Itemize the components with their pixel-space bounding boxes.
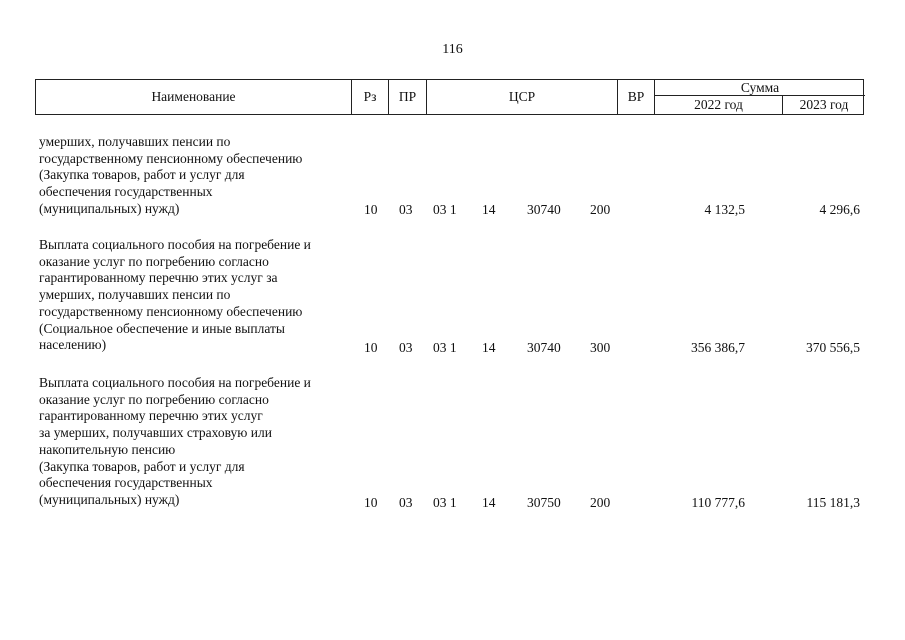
row-rz: 10 [364, 340, 378, 355]
row-csr-code: 30750 [527, 495, 561, 510]
row-csr-sub: 14 [482, 340, 496, 355]
page-number: 116 [442, 42, 463, 57]
row-rz: 10 [364, 202, 378, 217]
header-name: Наименование [36, 80, 352, 114]
row-csr-program: 03 1 [433, 340, 457, 355]
row-description: Выплата социального пособия на погребение и оказание услуг по погребению согласно гарантированному перечню этих услуг за умерших, получавших пенсии по государственному пенсионному обеспечению (Социальное обеспечение и иные выплаты населению) [39, 237, 311, 353]
row-csr-code: 30740 [527, 202, 561, 217]
row-sum-2022: 356 386,7 [691, 340, 745, 355]
header-year-2022: 2022 год [655, 96, 783, 114]
header-sum: Сумма [655, 80, 865, 96]
row-vr: 300 [590, 340, 611, 355]
row-sum-2023: 4 296,6 [819, 202, 860, 217]
row-description: умерших, получавших пенсии по государственному пенсионному обеспечению (Закупка товаров, работ и услуг для обеспечения государственных (муниципальных) нужд) [39, 134, 303, 216]
header-sum-group [655, 80, 865, 114]
row-csr-program: 03 1 [433, 495, 457, 510]
table-header [35, 79, 864, 115]
header-csr: ЦСР [427, 80, 618, 114]
row-csr-sub: 14 [482, 202, 496, 217]
row-sum-2022: 4 132,5 [704, 202, 745, 217]
header-pr: ПР [389, 80, 427, 114]
row-description: Выплата социального пособия на погребение и оказание услуг по погребению согласно гарантированному перечню этих услуг за умерших, получавших страховую или накопительную пенсию (Закупка товаров, работ и услуг для обеспечения государственных (муниципальных) нужд) [39, 375, 311, 507]
row-vr: 200 [590, 495, 611, 510]
row-vr: 200 [590, 202, 611, 217]
header-year-2023: 2023 год [799, 97, 849, 112]
row-csr-program: 03 1 [433, 202, 457, 217]
row-pr: 03 [399, 495, 413, 510]
row-pr: 03 [399, 340, 413, 355]
row-csr-sub: 14 [482, 495, 496, 510]
header-rz: Рз [352, 80, 389, 114]
row-sum-2023: 115 181,3 [806, 495, 860, 510]
row-rz: 10 [364, 495, 378, 510]
header-vr: ВР [618, 80, 655, 114]
row-csr-code: 30740 [527, 340, 561, 355]
row-sum-2023: 370 556,5 [806, 340, 860, 355]
row-sum-2022: 110 777,6 [691, 495, 745, 510]
row-pr: 03 [399, 202, 413, 217]
